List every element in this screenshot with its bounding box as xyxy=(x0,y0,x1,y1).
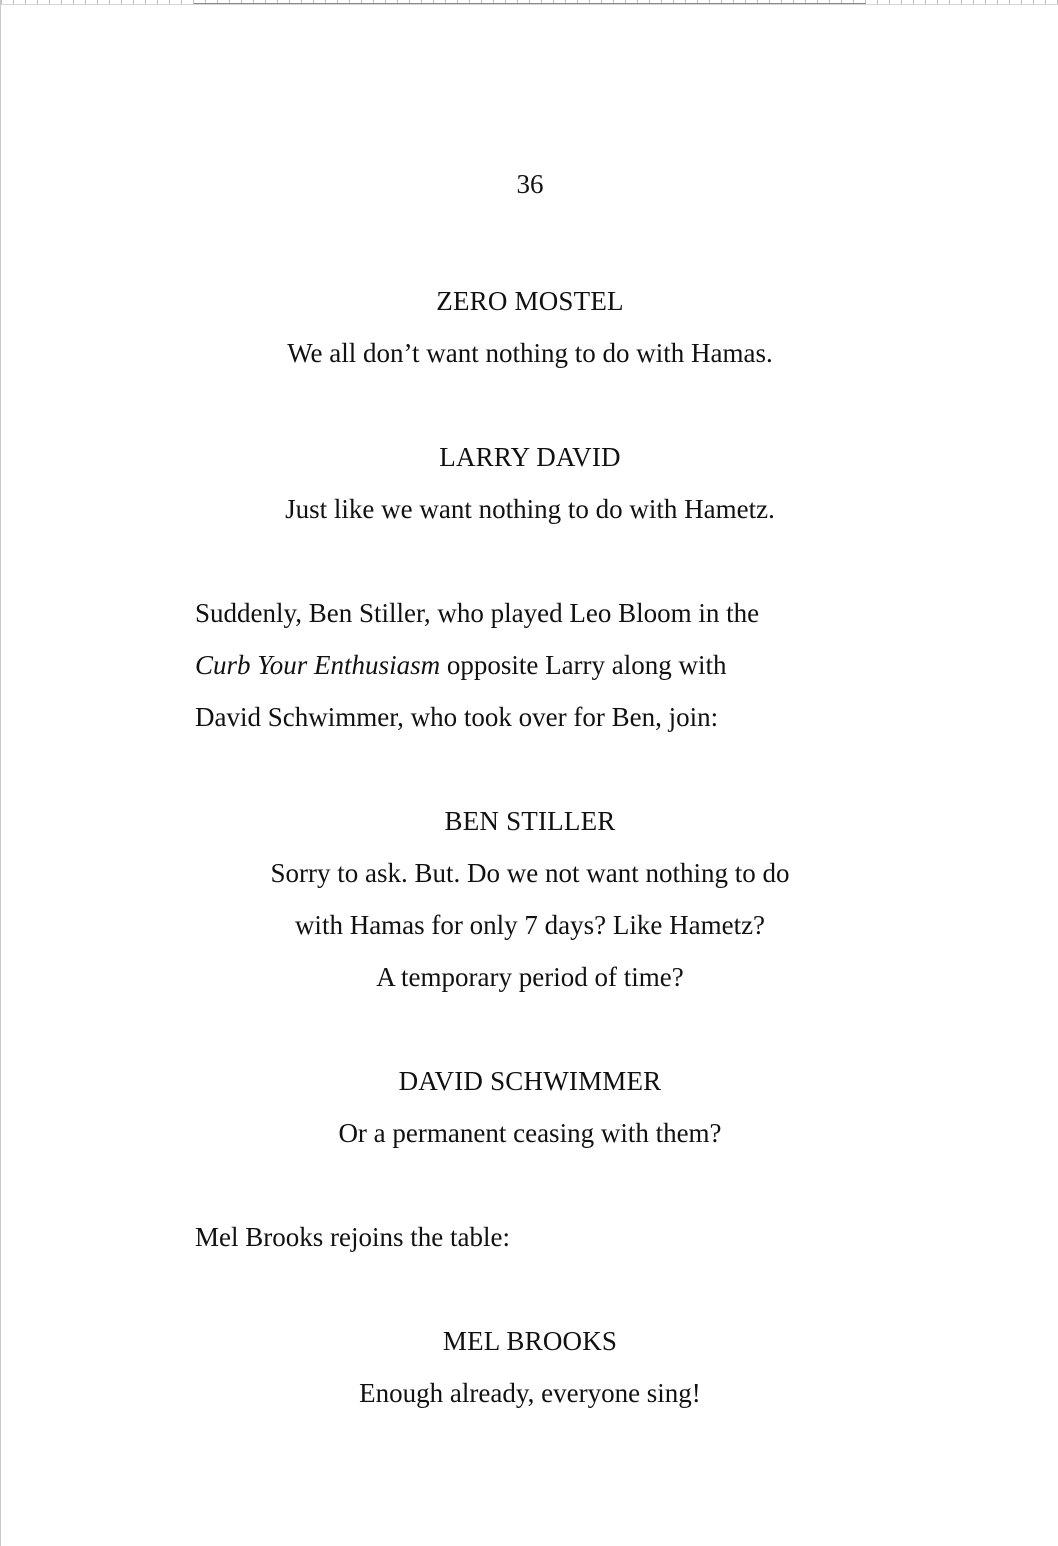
dialogue-ben-stiller-3: A temporary period of time? xyxy=(376,962,684,992)
speaker-mel-brooks: MEL BROOKS xyxy=(442,1326,618,1356)
dialogue-david-schwimmer: Or a permanent ceasing with them? xyxy=(338,1118,722,1148)
dialogue-zero-mostel: We all don’t want nothing to do with Hamas. xyxy=(287,338,773,368)
dialogue-larry-david: Just like we want nothing to do with Hametz. xyxy=(285,494,775,524)
speaker-zero-mostel: ZERO MOSTEL xyxy=(436,286,624,316)
ruler-margin-indicator xyxy=(194,0,866,4)
action-line-3: David Schwimmer, who took over for Ben, join: xyxy=(195,702,719,732)
show-title-italic: Curb Your Enthusiasm xyxy=(195,650,441,680)
dialogue-mel-brooks: Enough already, everyone sing! xyxy=(359,1378,701,1408)
page-number: 36 xyxy=(516,169,544,199)
action-line-2 xyxy=(195,639,727,691)
dialogue-ben-stiller-1: Sorry to ask. But. Do we not want nothing to do xyxy=(270,858,790,888)
speaker-david-schwimmer: DAVID SCHWIMMER xyxy=(398,1066,662,1096)
action-mel-brooks: Mel Brooks rejoins the table: xyxy=(195,1222,510,1252)
action-line-1: Suddenly, Ben Stiller, who played Leo Bloom in the xyxy=(195,598,760,628)
dialogue-ben-stiller-2: with Hamas for only 7 days? Like Hametz? xyxy=(294,910,766,940)
action-line-2-rest: opposite Larry along with xyxy=(440,650,727,680)
speaker-larry-david: LARRY DAVID xyxy=(439,442,621,472)
speaker-ben-stiller: BEN STILLER xyxy=(444,806,616,836)
